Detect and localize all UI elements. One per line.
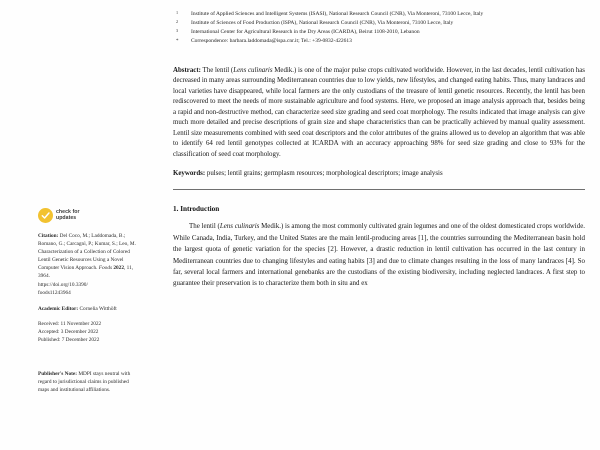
affiliation-item bbox=[173, 19, 585, 28]
introduction-paragraph bbox=[173, 221, 585, 289]
abstract-part-1: The lentil ( bbox=[200, 66, 234, 74]
abstract-paragraph bbox=[173, 66, 585, 160]
academic-editor-block bbox=[38, 305, 140, 313]
date-received: Received: 11 November 2022 bbox=[38, 320, 102, 327]
affiliation-text: Institute of Sciences of Food Production (ISPA), National Research Council (CNR), Via Monteroni, 73100 Lecce, Italy bbox=[191, 20, 454, 27]
academic-editor-label: Academic Editor: bbox=[38, 305, 79, 312]
abstract-part-2: Medik.) is one of the major pulse crops cultivated worldwide. However, in the last decades, lentil cultivation has decreased in many areas surrounding Mediterranean countries due to low yields, new lifestyles, and changed eating habits. Thus, many landraces and local varieties have disappeared, while local farmers are the only custodians of the treasure of lentil genetic resources. Recently, the lentil has been rediscovered to meet the needs of more sustainable agriculture and food systems. Here, we proposed an image analysis approach that, besides being a rapid and non-destructive method, can characterize seed size grading and seed coat morphology. The results indicated that image analysis can give much more detailed and precise descriptions of grain size and shape characteristics than can be practically achieved by manual quality assessment. Lentil size measurements combined with seed coat descriptors and the color attributes of the grains allowed us to develop an algorithm that was able to identify 64 red lentil genotypes collected at ICARDA with an accuracy approaching 98% for seed size grading and close to 93% for the classification of seed coat morphology. bbox=[173, 66, 585, 158]
keywords-text: pulses; lentil grains; germplasm resources; morphological descriptors; image analysis bbox=[205, 169, 443, 177]
academic-editor-name: Cornelia Witthöft bbox=[78, 305, 117, 312]
citation-block bbox=[38, 232, 140, 297]
affiliation-marker: 3 bbox=[176, 27, 179, 33]
correspondence-marker: * bbox=[176, 38, 179, 44]
citation-year: 2022 bbox=[113, 265, 124, 272]
badge-line-1: check for bbox=[56, 208, 80, 215]
date-accepted: Accepted: 3 December 2022 bbox=[38, 328, 99, 335]
affiliations-list bbox=[173, 10, 585, 46]
publisher-note-label: Publisher's Note: bbox=[38, 371, 77, 378]
sidebar bbox=[38, 208, 140, 402]
check-for-updates-label bbox=[56, 210, 80, 221]
affiliation-text: International Center for Agricultural Research in the Dry Areas (ICARDA), Beirut 1108-2010, Lebanon bbox=[191, 29, 420, 36]
publisher-note-block bbox=[38, 370, 140, 394]
main-column bbox=[173, 10, 585, 290]
citation-text: Del Coco, M.; Laddomada, B.; Romano, G.; Carcagnì, P.; Kumar, S.; Leo, M. Characterization of a Collection of Colored Lentil Genetic Resources Using a Novel Computer Vision Approach. bbox=[38, 233, 136, 272]
section-divider bbox=[173, 189, 585, 190]
citation-volume: , 11, 3964. bbox=[38, 265, 134, 280]
keywords-paragraph bbox=[173, 169, 585, 179]
citation-journal: Foods bbox=[98, 265, 113, 272]
citation-doi-line-1[interactable]: https://doi.org/10.3390/ bbox=[38, 281, 88, 288]
check-circle-icon bbox=[38, 208, 53, 223]
publisher-note-text: MDPI stays neutral with regard to jurisdictional claims in published maps and institutional affiliations. bbox=[38, 371, 131, 394]
correspondence-text[interactable]: Correspondence: barbara.laddomada@ispa.cnr.it; Tel.: +39-0832-422613 bbox=[191, 38, 352, 45]
intro-part-2: Medik.) is among the most commonly cultivated grain legumes and one of the oldest domesticated crops worldwide. While Canada, India, Turkey, and the United States are the main lentil-producing areas [1], the countries surrounding the Mediterranean basin hold the largest quota of genetic variation for the species [2]. However, a drastic reduction in lentil cultivation has occurred in the last century in Mediterranean countries due to changing lifestyles and eating habits [3] and due to climate changes resulting in the loss of many landraces [4]. So far, several local farmers and international genebanks are the custodians of the existing biodiversity, including neglected landraces. A first step to guarantee their preservation is to characterize them both in situ and ex bbox=[173, 222, 586, 288]
intro-part-1: The lentil ( bbox=[189, 222, 220, 231]
citation-doi-line-2[interactable]: foods11243964 bbox=[38, 289, 71, 296]
introduction-heading: 1. Introduction bbox=[173, 205, 220, 214]
intro-species-name: Lens culinaris bbox=[219, 222, 260, 231]
affiliation-item bbox=[173, 10, 585, 19]
affiliation-item bbox=[173, 28, 585, 37]
affiliation-marker: 1 bbox=[176, 9, 179, 15]
abstract-label: Abstract: bbox=[173, 66, 201, 74]
badge-line-2: updates bbox=[56, 214, 77, 221]
check-for-updates-badge[interactable] bbox=[38, 208, 140, 223]
affiliation-marker: 2 bbox=[176, 18, 179, 24]
publication-dates-block bbox=[38, 320, 140, 344]
date-published: Published: 7 December 2022 bbox=[38, 337, 100, 344]
affiliation-text: Institute of Applied Sciences and Intelligent Systems (ISASI), National Research Council (CNR), Via Monteroni, 73100 Lecce, Italy bbox=[191, 11, 484, 17]
keywords-label: Keywords: bbox=[173, 169, 206, 177]
citation-label: Citation: bbox=[38, 233, 59, 239]
abstract-species-name: Lens culinaris bbox=[233, 66, 273, 74]
affiliation-correspondence bbox=[173, 37, 585, 46]
